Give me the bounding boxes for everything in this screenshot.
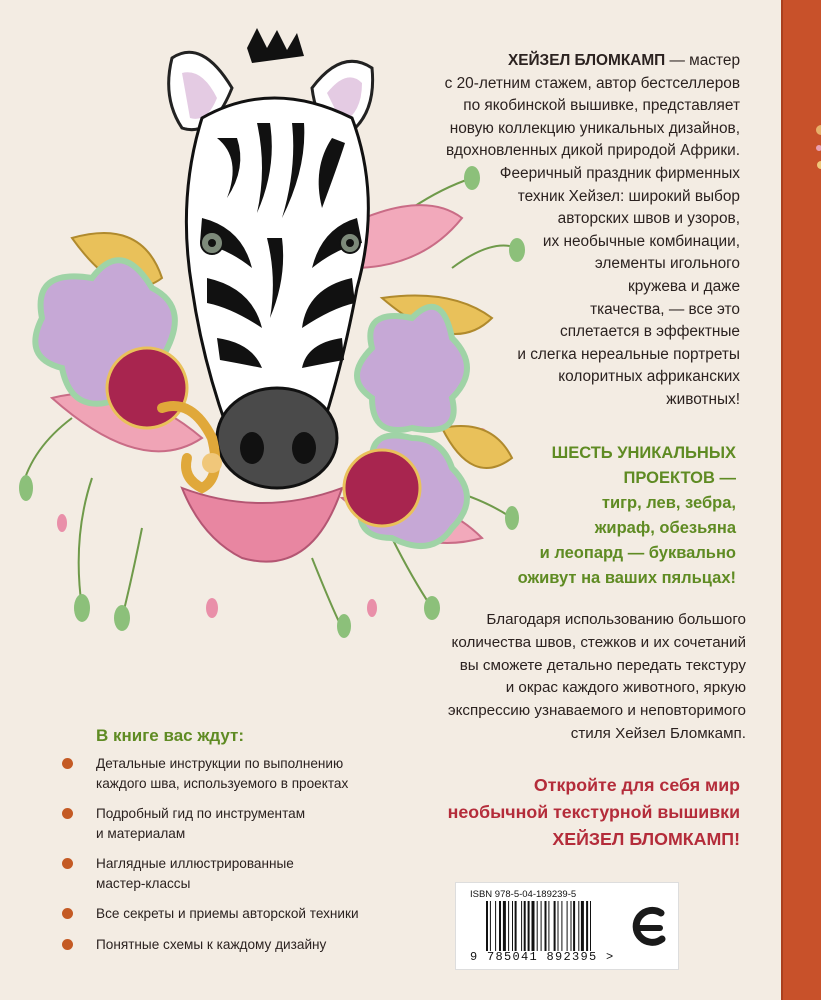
highlight-line: тигр, лев, зебра, [601, 494, 736, 512]
intro-line: их необычные комбинации, [542, 232, 740, 250]
list-item-line: Все секреты и приемы авторской техники [96, 906, 359, 921]
list-item [62, 804, 392, 843]
list-item [62, 935, 392, 955]
book-contents-list [62, 726, 392, 965]
list-item [62, 754, 392, 793]
intro-line: Фееричный праздник фирменных [499, 164, 740, 182]
list-item-line: мастер-классы [96, 875, 191, 891]
intro-line: элементы игольного [594, 255, 740, 273]
bullet-list [62, 754, 392, 954]
description-paragraph [410, 609, 746, 746]
book-spine [783, 0, 821, 1000]
intro-text: — мастер [669, 52, 740, 69]
isbn-label: ISBN 978-5-04-189239-5 [470, 889, 577, 900]
para-line: количества швов, стежков и их сочетаний [451, 633, 746, 651]
bullet-dot-icon [62, 908, 73, 919]
cta-line: Откройте для себя мир [533, 775, 740, 795]
highlight-line: ПРОЕКТОВ — [623, 469, 736, 487]
list-heading: В книге вас ждут: [96, 726, 245, 745]
list-item-line: Подробный гид по инструментам [96, 806, 306, 821]
list-item-line: Детальные инструкции по выполнению [96, 756, 344, 771]
intro-line: авторских швов и узоров, [557, 210, 740, 228]
bullet-dot-icon [62, 939, 73, 950]
intro-line: животных! [666, 390, 740, 408]
intro-line: кружева и даже [628, 277, 740, 295]
author-name: ХЕЙЗЕЛ БЛОМКАМП [507, 52, 666, 69]
para-line: стиля Хейзел Бломкамп. [570, 724, 746, 742]
bullet-dot-icon [62, 858, 73, 869]
barcode-number: 9 785041 892395 > [470, 950, 615, 964]
call-to-action [395, 772, 740, 853]
intro-line: сплетается в эффектные [560, 323, 740, 341]
intro-line: ткачества, — все это [590, 300, 740, 318]
intro-line: новую коллекцию уникальных дизайнов, [449, 119, 740, 137]
intro-line: и слегка нереальные портреты [517, 345, 740, 363]
intro-line: вдохновленных дикой природой Африки. [446, 142, 740, 160]
para-line: Благодаря использованию большого [486, 611, 746, 628]
bullet-dot-icon [62, 808, 73, 819]
para-line: вы сможете детально передать текстуру [459, 656, 746, 674]
intro-line: с 20-летним стажем, автор бестселлеров [444, 74, 740, 92]
intro-line: техник Хейзел: широкий выбор [517, 187, 740, 205]
highlight-line: жираф, обезьяна [594, 519, 736, 537]
bullet-dot-icon [62, 758, 73, 769]
intro-line: колоритных африканских [558, 368, 740, 386]
isbn-barcode-box [455, 882, 679, 970]
cta-line: ХЕЙЗЕЛ БЛОМКАМП! [552, 829, 740, 849]
intro-line-1 [400, 50, 740, 73]
list-item-line: и материалам [96, 825, 186, 841]
list-item [62, 904, 392, 924]
intro-paragraph [400, 50, 740, 412]
cta-line: необычной текстурной вышивки [447, 802, 740, 822]
projects-highlight [430, 441, 736, 591]
barcode-icon [486, 901, 621, 951]
publisher-logo-icon [626, 899, 672, 957]
highlight-line: и леопард — буквально [539, 544, 736, 562]
list-item-line: Понятные схемы к каждому дизайну [96, 936, 327, 952]
para-line: экспрессию узнаваемого и неповторимого [447, 702, 746, 720]
list-item [62, 854, 392, 893]
spine-flower-icon [811, 120, 821, 180]
para-line: и окрас каждого животного, яркую [505, 679, 746, 697]
intro-line: по якобинской вышивке, представляет [463, 97, 740, 115]
highlight-line: ШЕСТЬ УНИКАЛЬНЫХ [551, 444, 736, 462]
list-item-line: каждого шва, используемого в проектах [96, 775, 349, 791]
list-item-line: Наглядные иллюстрированные [96, 856, 294, 871]
highlight-line: оживут на ваших пяльцах! [517, 569, 736, 587]
